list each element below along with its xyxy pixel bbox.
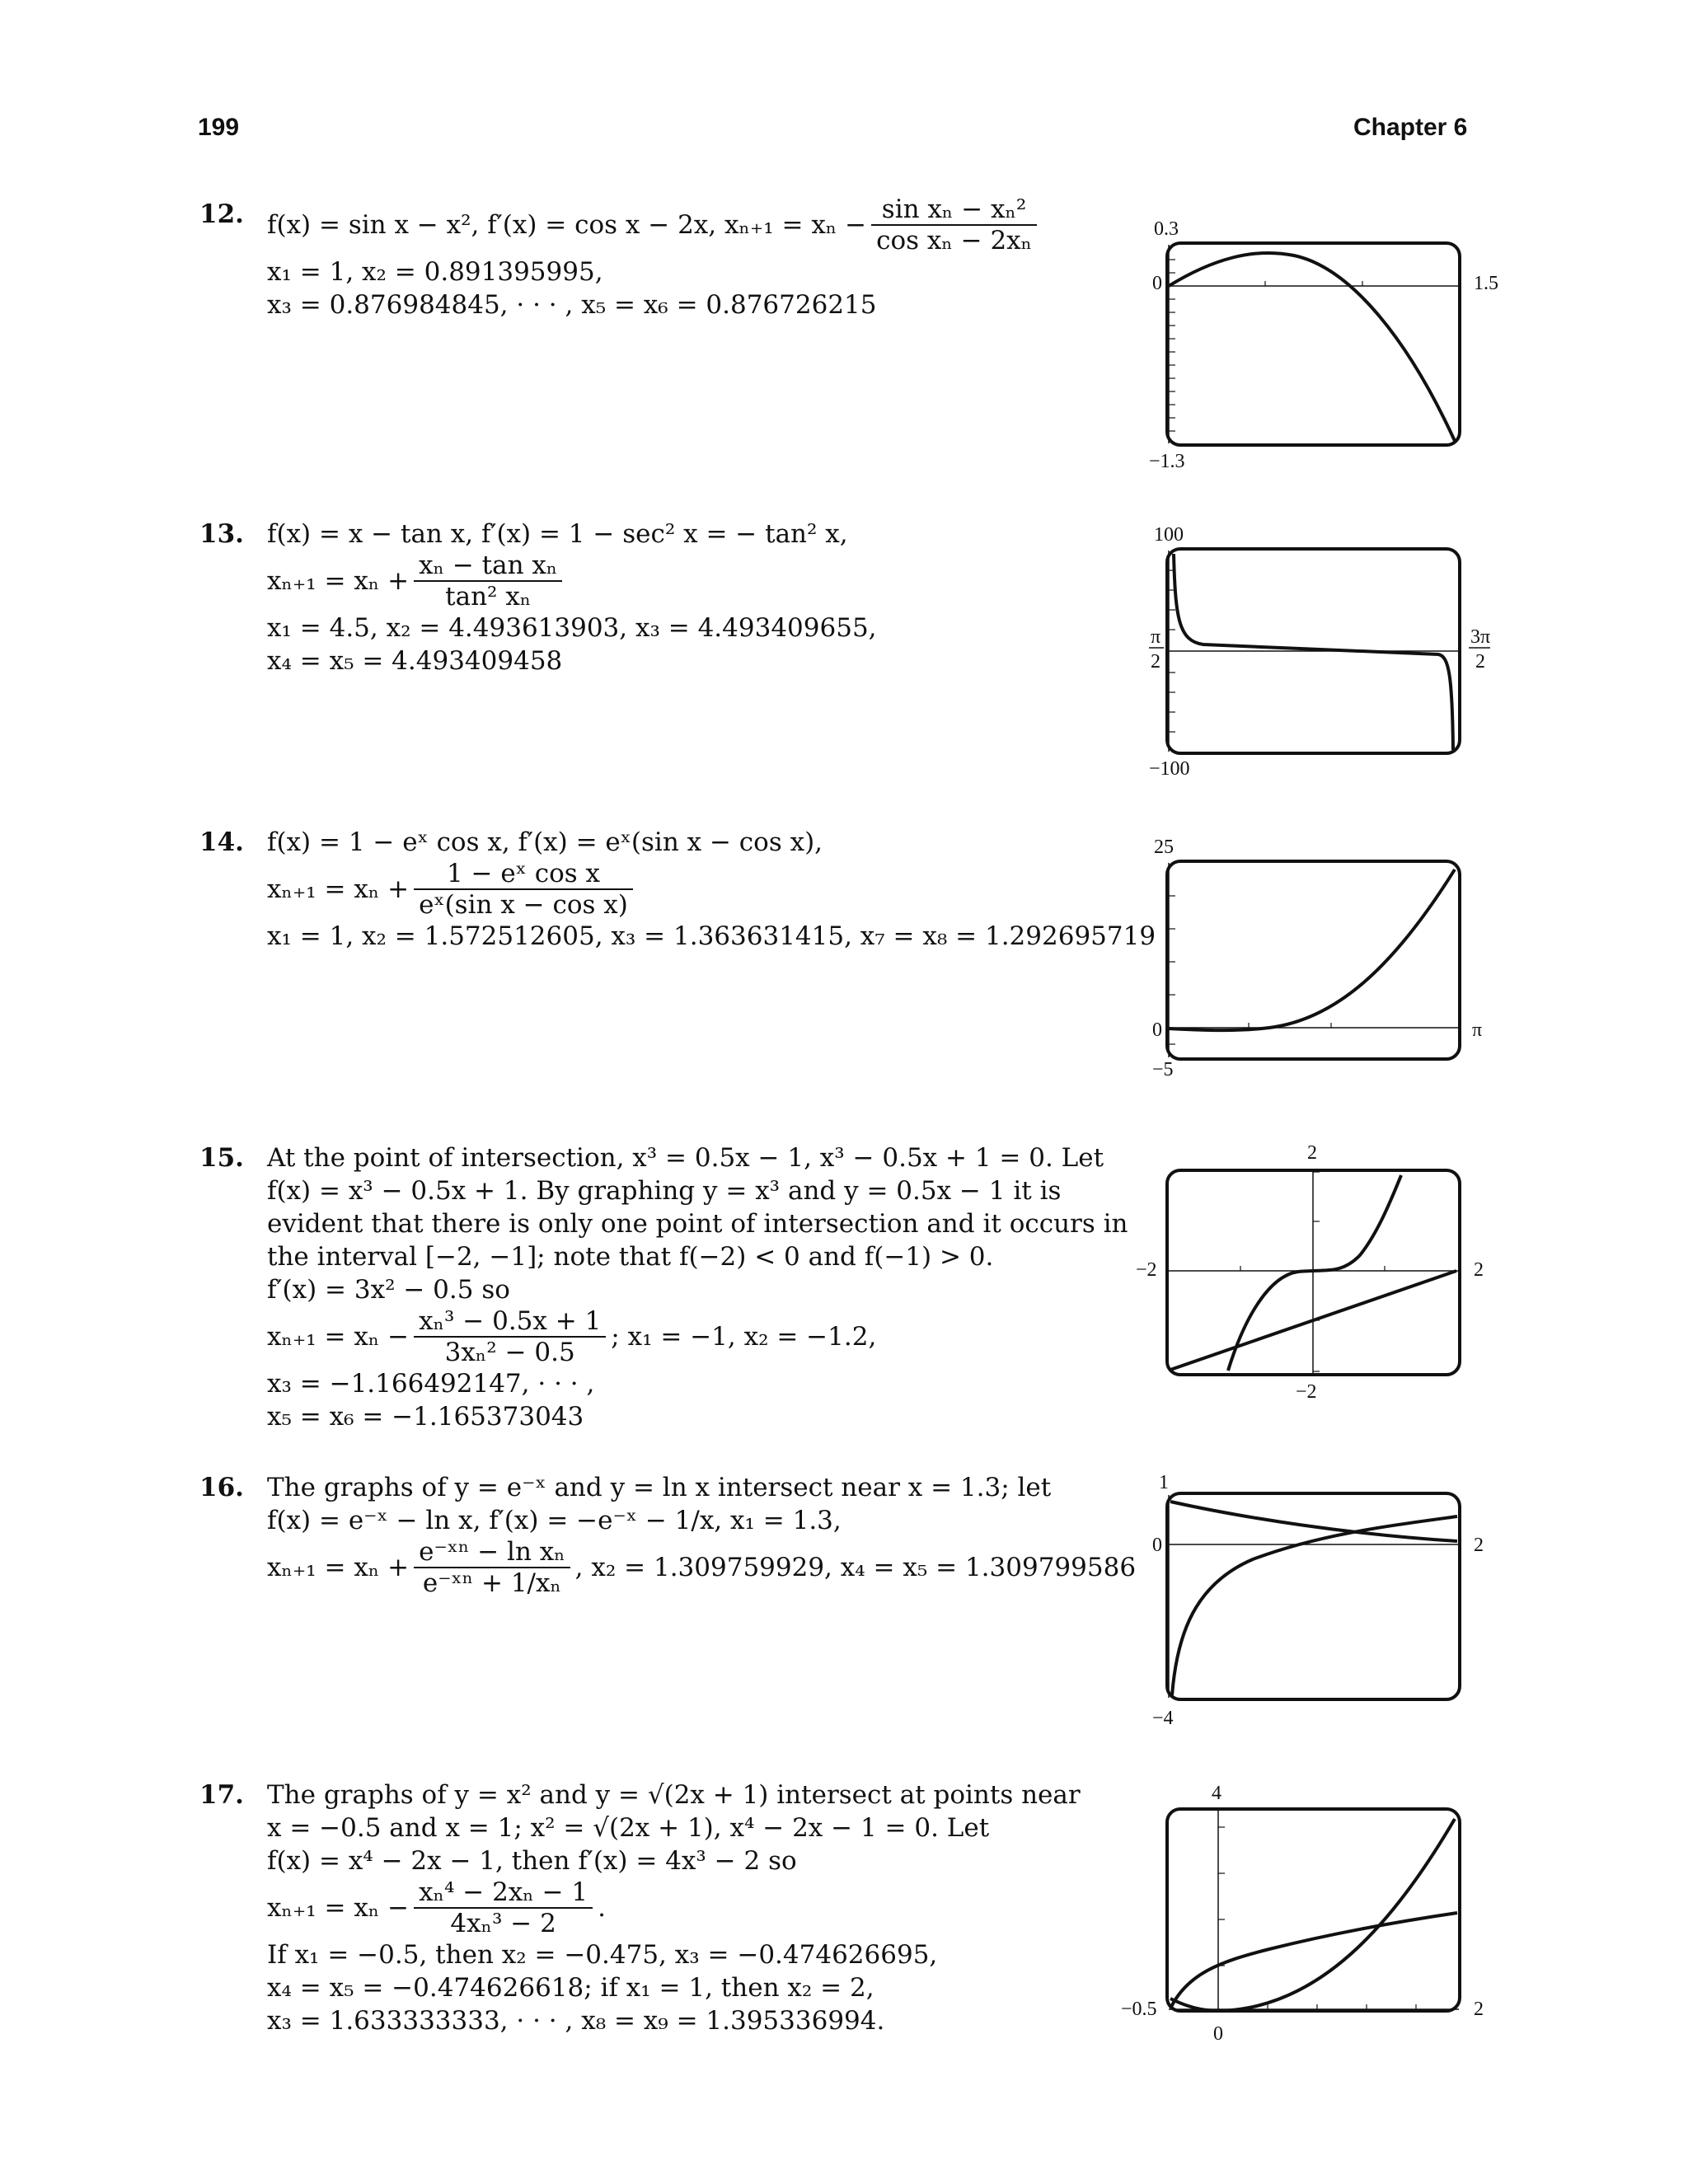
graph-17 — [1121, 1776, 1533, 2048]
x-max-label: π — [1472, 1019, 1483, 1041]
fraction-numerator: xₙ³ − 0.5x + 1 — [414, 1306, 606, 1338]
chapter-title: Chapter 6 — [1353, 114, 1468, 141]
fraction — [414, 1306, 606, 1367]
page-number: 199 — [198, 114, 240, 141]
equation-text: x₁ = 4.5, x₂ = 4.493613903, x₃ = 4.493409655, — [267, 613, 877, 643]
equation-text: , x₂ = 1.309759929, x₄ = x₅ = 1.309799586 — [574, 1553, 1137, 1582]
fraction-denominator: 4xₙ³ − 2 — [450, 1909, 556, 1938]
problem-number: 15. — [199, 1143, 244, 1173]
fraction-denominator: 3xₙ² − 0.5 — [444, 1338, 575, 1367]
function-curve — [1174, 554, 1453, 750]
fraction-numerator: xₙ⁴ − 2xₙ − 1 — [414, 1877, 593, 1909]
problem-number: 17. — [199, 1780, 244, 1810]
graph-13 — [1121, 519, 1533, 783]
equation-text: x₅ = x₆ = −1.165373043 — [267, 1402, 584, 1432]
function-curve — [1169, 253, 1455, 441]
x-min-label: −2 — [1136, 1259, 1157, 1281]
y-min-label: −1.3 — [1149, 451, 1185, 472]
equation-text: x = −0.5 and x = 1; x² = √(2x + 1), x⁴ − 2x − 1 = 0. Let — [267, 1813, 990, 1843]
log-curve — [1172, 1516, 1457, 1695]
y-max-label: 100 — [1154, 524, 1184, 546]
x-max-label: 2 — [1474, 1999, 1484, 2020]
fraction-denominator: tan² xₙ — [445, 582, 532, 612]
fraction-numerator: 1 − eˣ cos x — [414, 859, 633, 890]
parabola-curve — [1170, 1819, 1455, 2011]
x-max-label: 1.5 — [1474, 273, 1498, 294]
text-line: x₄ = x₅ = −0.474626618; if x₁ = 1, then x₂ = 2, — [267, 1973, 874, 2003]
x-min-label: 0 — [1152, 1019, 1162, 1041]
x-min-label-den: 2 — [1151, 651, 1160, 673]
x-max-label: 2 — [1474, 1535, 1484, 1556]
graph-16 — [1121, 1469, 1533, 1732]
sqrt-curve — [1170, 1913, 1457, 2008]
text-line: The graphs of y = e⁻ˣ and y = ln x intersect near x = 1.3; let — [267, 1473, 1052, 1502]
x-min-label-num: π — [1151, 626, 1161, 648]
x-max-label-den: 2 — [1475, 651, 1485, 673]
y-max-label: 1 — [1159, 1472, 1169, 1493]
equation-text: f(x) = e⁻ˣ − ln x, f′(x) = −e⁻ˣ − 1/x, x₁ = 1.3, — [267, 1506, 842, 1535]
equation-text: xₙ₊₁ = xₙ + — [267, 566, 410, 596]
x-max-label-num: 3π — [1470, 626, 1491, 648]
equation-text: x₁ = 1, x₂ = 1.572512605, x₃ = 1.363631415, x₇ = x₈ = 1.292695719 — [267, 921, 1156, 951]
equation-text: ; x₁ = −1, x₂ = −1.2, — [611, 1322, 877, 1352]
equation-text: f(x) = x − tan x, f′(x) = 1 − sec² x = − tan² x, — [267, 519, 848, 549]
fraction-numerator: e⁻ˣⁿ − ln xₙ — [414, 1537, 570, 1568]
problem-number: 13. — [199, 519, 244, 549]
fraction-numerator: sin xₙ − xₙ² — [871, 194, 1037, 226]
text-line: The graphs of y = x² and y = √(2x + 1) intersect at points near — [267, 1780, 1081, 1810]
equation-text: f′(x) = 3x² − 0.5 so — [267, 1275, 510, 1305]
y-min-label: −100 — [1149, 758, 1190, 780]
equation-text: x₃ = 1.633333333, · · · , x₈ = x₉ = 1.395336994. — [267, 2006, 885, 2036]
equation-text: x₄ = x₅ = 4.493409458 — [267, 646, 563, 676]
graph-15 — [1121, 1136, 1533, 1408]
y-min-label: −4 — [1152, 1708, 1174, 1729]
y-ticks — [1169, 896, 1331, 1044]
fraction — [414, 551, 562, 612]
fraction — [871, 194, 1037, 255]
y-max-label: 2 — [1307, 1142, 1317, 1164]
y-max-label: 4 — [1212, 1783, 1221, 1804]
graph-frame — [1167, 1493, 1460, 1699]
fraction — [414, 859, 633, 920]
y-min-label: −2 — [1296, 1381, 1317, 1403]
y-ticks — [1169, 260, 1459, 431]
equation-text: x₁ = 1, x₂ = 0.891395995, — [267, 257, 603, 287]
x-min-label: 0 — [1152, 1535, 1162, 1556]
equation-text: f(x) = x⁴ − 2x − 1, then f′(x) = 4x³ − 2 so — [267, 1846, 797, 1876]
x-min-label: −0.5 — [1121, 1999, 1157, 2020]
text-line: evident that there is only one point of intersection and it occurs in — [267, 1209, 1128, 1239]
x-max-label: 2 — [1474, 1259, 1484, 1281]
fraction — [414, 1877, 593, 1938]
equation-text: xₙ₊₁ = xₙ − — [267, 1893, 410, 1923]
function-curve — [1169, 869, 1455, 1030]
graph-frame — [1167, 243, 1460, 445]
fraction-numerator: xₙ − tan xₙ — [414, 551, 562, 582]
text-line: the interval [−2, −1]; note that f(−2) < 0 and f(−1) > 0. — [267, 1242, 994, 1272]
origin-label: 0 — [1213, 2023, 1223, 2045]
y-max-label: 25 — [1154, 837, 1174, 858]
y-max-label: 0.3 — [1154, 218, 1179, 240]
fraction — [414, 1537, 570, 1598]
problem-number: 12. — [199, 199, 244, 229]
fraction-denominator: cos xₙ − 2xₙ — [876, 226, 1033, 255]
graph-14 — [1121, 828, 1533, 1100]
text-line: f(x) = x³ − 0.5x + 1. By graphing y = x³ and y = 0.5x − 1 it is — [267, 1176, 1062, 1206]
y-min-label: −5 — [1152, 1059, 1174, 1080]
equation-text: x₃ = 0.876984845, · · · , x₅ = x₆ = 0.876726215 — [267, 290, 877, 320]
problem-number: 14. — [199, 827, 244, 857]
equation-text: f(x) = 1 − eˣ cos x, f′(x) = eˣ(sin x − cos x), — [267, 827, 823, 857]
x-min-label: 0 — [1152, 273, 1162, 294]
equation-text: x₃ = −1.166492147, · · · , — [267, 1369, 595, 1399]
equation-text: xₙ₊₁ = xₙ − — [267, 1322, 410, 1352]
equation-text: xₙ₊₁ = xₙ + — [267, 1553, 410, 1582]
fraction-denominator: e⁻ˣⁿ + 1/xₙ — [422, 1568, 561, 1598]
graph-12 — [1121, 210, 1533, 482]
equation-text: f(x) = sin x − x², f′(x) = cos x − 2x, xₙ₊₁ = xₙ − — [267, 210, 867, 240]
fraction-denominator: eˣ(sin x − cos x) — [419, 890, 628, 920]
problem-number: 16. — [199, 1473, 244, 1502]
equation-text: xₙ₊₁ = xₙ + — [267, 874, 410, 904]
text-line: If x₁ = −0.5, then x₂ = −0.475, x₃ = −0.474626695, — [267, 1940, 938, 1970]
text-line: At the point of intersection, x³ = 0.5x − 1, x³ − 0.5x + 1 = 0. Let — [267, 1143, 1104, 1173]
equation-text: . — [598, 1893, 606, 1923]
